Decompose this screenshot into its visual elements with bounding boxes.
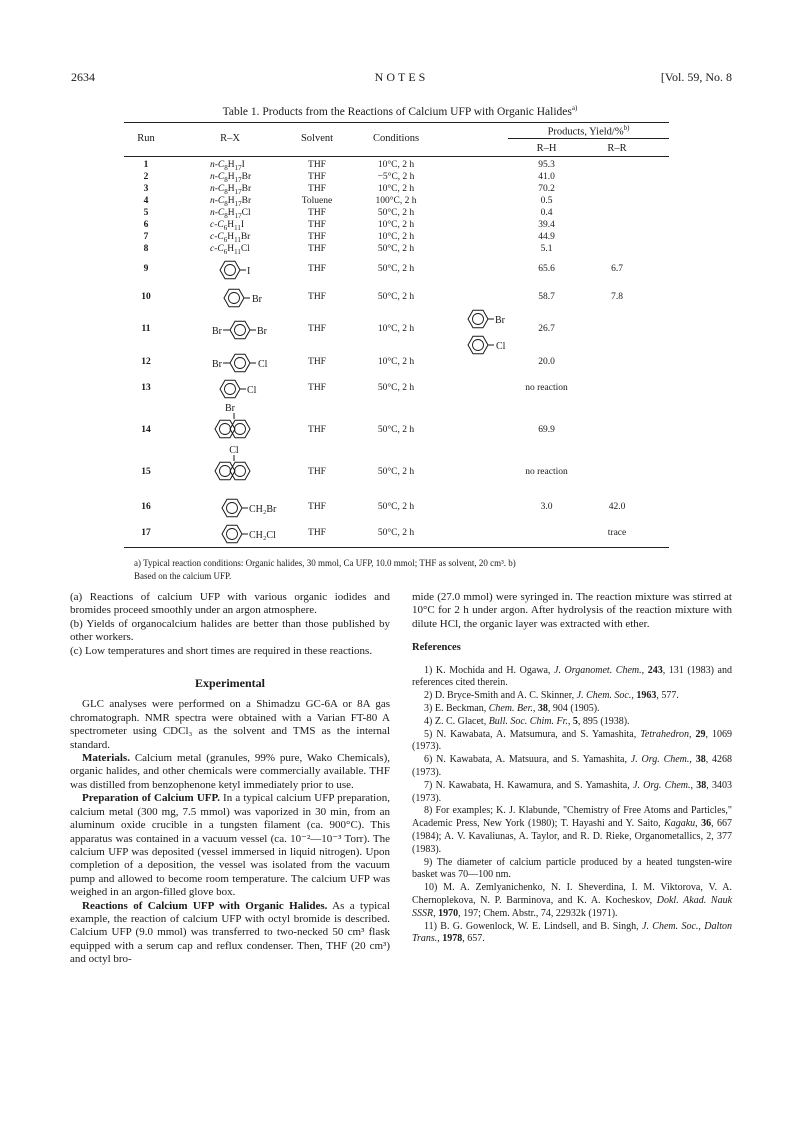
rh-yield: 69.9	[538, 425, 555, 435]
rh-yield: no reaction	[525, 467, 568, 477]
substituent-label: Br	[257, 326, 267, 337]
continued-paragraph: mide (27.0 mmol) were syringed in. The reaction mixture was stirred at 10°C for 2 h under argon. After hydrolysis of the reaction mixture with dilute HCl, the organic layer was extracted with ether.	[412, 591, 732, 630]
solvent-cell: THF	[308, 208, 326, 218]
table-row	[124, 502, 669, 516]
rx-formula: $n-C_8H_{17}Br$	[210, 184, 252, 196]
header-rr: R–R	[607, 143, 627, 154]
run-number: 15	[141, 467, 151, 477]
run-number: 1	[143, 160, 149, 170]
volume-label: [Vol. 59, No. 8	[660, 70, 732, 84]
conclusion-c: (c) Low temperatures and short times are required in these reactions.	[70, 644, 373, 657]
right-column	[412, 591, 732, 946]
reference-item: 2) D. Bryce-Smith and A. C. Skinner, J. Chem. Soc., 1963, 577.	[424, 690, 679, 702]
solvent-cell: THF	[308, 220, 326, 230]
conditions-cell: 10°C, 2 h	[377, 220, 415, 230]
conditions-cell: 50°C, 2 h	[377, 244, 415, 254]
substituent-label: Br	[225, 403, 235, 414]
rx-formula: $c-C_6H_{11}I$	[210, 220, 245, 232]
solvent-cell: THF	[308, 160, 326, 170]
rr-yield: trace	[607, 528, 627, 538]
solvent-cell: Toluene	[301, 196, 333, 206]
solvent-cell: THF	[308, 357, 326, 367]
reactions-paragraph: Reactions of Calcium UFP with Organic Halides. As a typical example, the reaction of calcium UFP with octyl bromide is described. Calcium UFP (9.0 mmol) was transferred to two-necked 50 cm³ flask equipped with a serum cap and reflux condenser. Then, THF (20 cm³) and octyl bro-	[70, 899, 390, 966]
run-number: 13	[141, 383, 151, 393]
rx-formula: $c-C_6H_{11}Br$	[210, 232, 251, 244]
rh-yield: 44.9	[538, 232, 555, 242]
reference-item: 10) M. A. Zemlyanichenko, N. I. Sheverdina, I. M. Viktorova, V. A. Chernoplekova, N. P. Barminova, and K. A. Kocheskov, Dokl. Akad. Nauk SSSR, 1970, 197; Chem. Abstr., 74, 22932k (1971).	[412, 882, 733, 919]
header-products: Products, Yield/%$^{b)}$	[547, 124, 630, 138]
header-run: Run	[137, 133, 155, 144]
products-subrule	[508, 138, 669, 139]
rr-yield: 42.0	[608, 502, 626, 512]
conditions-cell: 10°C, 2 h	[377, 160, 415, 170]
reference-item: 9) The diameter of calcium particle produced by a heated tungsten-wire basket was 70—100 nm.	[412, 856, 732, 881]
conditions-cell: 10°C, 2 h	[377, 357, 415, 367]
substituent-label: Cl	[496, 341, 506, 352]
conditions-cell: 50°C, 2 h	[377, 264, 415, 274]
table-row	[124, 383, 669, 397]
benzyl-bromide-structure	[210, 496, 290, 520]
solvent-cell: THF	[308, 184, 326, 194]
rh-yield: no reaction	[525, 383, 568, 393]
rh-yield: 65.6	[538, 264, 555, 274]
run-number: 8	[143, 244, 149, 254]
journal-section: NOTES	[374, 70, 429, 84]
substituent-label: Cl	[229, 445, 239, 456]
table-caption: Table 1. Products from the Reactions of Calcium UFP with Organic Halides$^{a)}$	[222, 104, 578, 118]
materials-paragraph: Materials. Calcium metal (granules, 99% pure, Wako Chemicals), organic halides, and other chemicals were commercially available. THF was distilled from benzophenone ketyl immediately prior to use.	[70, 752, 390, 791]
solvent-cell: THF	[308, 425, 326, 435]
solvent-cell: THF	[308, 172, 326, 182]
conditions-cell: 10°C, 2 h	[377, 184, 415, 194]
rh-yield: 0.5	[540, 196, 553, 206]
reference-item: 7) N. Kawabata, H. Kawamura, and S. Yamashita, J. Org. Chem., 38, 3403 (1973).	[412, 779, 733, 804]
preparation-paragraph: Preparation of Calcium UFP. In a typical calcium UFP preparation, calcium metal (300 mg, 7.5 mmol) was vaporized in 30 min, from an aluminum oxide crucible in a tungsten filament (ca. 900°C). This apparatus was contained in a vacuum vessel (ca. 10⁻²—10⁻³ Torr). The calcium UFP was deposited (vessel immersed in liquid nitrogen). Upon completion of a deposition, the vessel was isolated from the vacuum pump and allowed to become room temperature. The calcium UFP was weighed in an argon-filled glove box.	[70, 792, 390, 899]
run-number: 5	[143, 208, 149, 218]
experimental-heading: Experimental	[195, 676, 265, 691]
header-conditions: Conditions	[372, 133, 420, 144]
bromonaphthalene-structure	[210, 400, 270, 448]
reference-item: 3) E. Beckman, Chem. Ber., 38, 904 (1905).	[424, 703, 600, 715]
conditions-cell: 50°C, 2 h	[377, 425, 415, 435]
chlorobenzene-structure	[210, 377, 270, 401]
rx-formula: $n-C_8H_{17}Br$	[210, 172, 252, 184]
conditions-cell: 50°C, 2 h	[377, 292, 415, 302]
reference-item: 6) N. Kawabata, A. Matsuura, and S. Yamashita, J. Org. Chem., 38, 4268 (1973).	[412, 754, 733, 778]
header-rh: R–H	[536, 143, 557, 154]
reference-item: 11) B. G. Gowenlock, W. E. Lindsell, and B. Singh, J. Chem. Soc., Dalton Trans., 1978, 657.	[412, 920, 732, 945]
run-number: 14	[141, 425, 151, 435]
bromobenzene-structure	[210, 286, 270, 310]
rr-yield: 7.8	[611, 292, 623, 302]
solvent-cell: THF	[308, 383, 326, 393]
rh-yield: 39.4	[538, 220, 555, 230]
run-number: 9	[143, 264, 149, 274]
solvent-cell: THF	[308, 232, 326, 242]
product-chlorobenzene-structure	[462, 334, 522, 356]
run-number: 2	[143, 172, 149, 182]
bromochlorobenzene-structure	[208, 351, 298, 375]
run-number: 17	[141, 528, 151, 538]
substituent-label: Cl	[247, 385, 257, 396]
conclusion-a: (a) Reactions of calcium UFP with various organic iodides and bromides proceed smoothly under an argon atmosphere.	[70, 591, 390, 617]
rx-formula: $n-C_8H_{17}Cl$	[210, 208, 251, 220]
iodobenzene-structure	[210, 258, 270, 282]
left-column	[70, 591, 390, 967]
conditions-cell: 10°C, 2 h	[377, 324, 415, 334]
table-header-rule	[124, 156, 669, 157]
page-number: 2634	[71, 70, 95, 84]
footnote-b: Based on the calcium UFP.	[134, 571, 232, 581]
run-number: 4	[143, 196, 149, 206]
conditions-cell: 50°C, 2 h	[377, 383, 415, 393]
glc-paragraph: GLC analyses were performed on a Shimadzu GC-6A or 8A gas chromatograph. NMR spectra were obtained with a Varian FT-80 A spectrometer using CDCl₃ as the solvent and TMS as the internal standard.	[70, 698, 390, 751]
solvent-cell: THF	[308, 244, 326, 254]
substituent-label: CH₂Cl	[249, 530, 276, 541]
rh-yield: 0.4	[540, 208, 553, 218]
solvent-cell: THF	[308, 467, 326, 477]
conclusion-b: (b) Yields of organocalcium halides are better than those published by other workers.	[70, 617, 390, 644]
footnote-a: a) Typical reaction conditions: Organic halides, 30 mmol, Ca UFP, 10.0 mmol; THF as solvent, 20 cm³. b)	[134, 558, 516, 568]
solvent-cell: THF	[308, 528, 326, 538]
substituent-label: Cl	[258, 359, 268, 370]
conditions-cell: 50°C, 2 h	[377, 502, 415, 512]
conditions-cell: 50°C, 2 h	[377, 528, 415, 538]
solvent-cell: THF	[308, 292, 326, 302]
chloronaphthalene-structure	[210, 442, 270, 490]
conditions-cell: 10°C, 2 h	[377, 232, 415, 242]
reference-item: 1) K. Mochida and H. Ogawa, J. Organomet. Chem., 243, 131 (1983) and references cited therein.	[412, 664, 732, 689]
table-row	[124, 528, 669, 542]
substituent-label: Br	[252, 294, 262, 305]
table-row	[124, 264, 669, 278]
table-row	[124, 292, 669, 306]
run-number: 3	[143, 184, 149, 194]
conditions-cell: −5°C, 2 h	[377, 172, 415, 182]
header-rx: R–X	[220, 133, 240, 144]
rr-yield: 6.7	[611, 264, 623, 274]
solvent-cell: THF	[308, 264, 326, 274]
table-row	[124, 244, 669, 258]
table-row	[124, 357, 669, 371]
rh-yield: 95.3	[538, 160, 555, 170]
run-number: 6	[143, 220, 149, 230]
conditions-cell: 100°C, 2 h	[375, 196, 417, 206]
rh-yield: 58.7	[538, 292, 555, 302]
rh-yield: 26.7	[538, 324, 555, 334]
table-footnotes	[134, 557, 674, 583]
run-number: 7	[143, 232, 149, 242]
dibromobenzene-structure	[208, 318, 298, 342]
table-bottom-rule	[124, 547, 669, 548]
conditions-cell: 50°C, 2 h	[377, 208, 415, 218]
run-number: 10	[141, 292, 151, 302]
product-bromobenzene-structure	[462, 308, 522, 330]
header-solvent: Solvent	[300, 133, 334, 144]
table-top-rule	[124, 122, 669, 123]
conditions-cell: 50°C, 2 h	[377, 467, 415, 477]
table-row	[124, 425, 669, 439]
substituent-label: Br	[495, 315, 505, 326]
substituent-label: Br	[212, 326, 222, 337]
rh-yield: 20.0	[538, 357, 555, 367]
run-number: 16	[141, 502, 151, 512]
rx-formula: $n-C_8H_{17}Br$	[210, 196, 252, 208]
reference-item: 4) Z. C. Glacet, Bull. Soc. Chim. Fr., 5, 895 (1938).	[424, 715, 630, 727]
rh-yield: 3.0	[540, 502, 553, 512]
substituent-label: I	[247, 266, 251, 277]
rh-yield: 70.2	[538, 184, 555, 194]
substituent-label: CH₂Br	[249, 504, 277, 515]
rx-formula: $n-C_8H_{17}I$	[210, 160, 245, 172]
table-row	[124, 324, 669, 338]
references-heading: References	[412, 642, 461, 654]
running-header	[71, 70, 732, 86]
reference-item: 8) For examples; K. J. Klabunde, "Chemistry of Free Atoms and Particles," Academic Press, New York (1980); T. Hayashi and Y. Saito, Kagaku, 36, 667 (1984); A. V. Kavaliunas, A. Taylor, and R. D. Rieke, Organometallics, 2, 377 (1983).	[412, 805, 733, 855]
rh-yield: 41.0	[538, 172, 555, 182]
run-number: 11	[141, 324, 151, 334]
solvent-cell: THF	[308, 502, 326, 512]
run-number: 12	[141, 357, 151, 367]
benzyl-chloride-structure	[210, 522, 290, 546]
rx-formula: $c-C_6H_{11}Cl$	[210, 244, 250, 256]
table-row	[124, 467, 669, 481]
solvent-cell: THF	[308, 324, 326, 334]
rh-yield: 5.1	[540, 244, 553, 254]
reference-item: 5) N. Kawabata, A. Matsumura, and S. Yamashita, Tetrahedron, 29, 1069 (1973).	[412, 728, 732, 753]
references-list	[412, 665, 732, 947]
substituent-label: Br	[212, 359, 222, 370]
